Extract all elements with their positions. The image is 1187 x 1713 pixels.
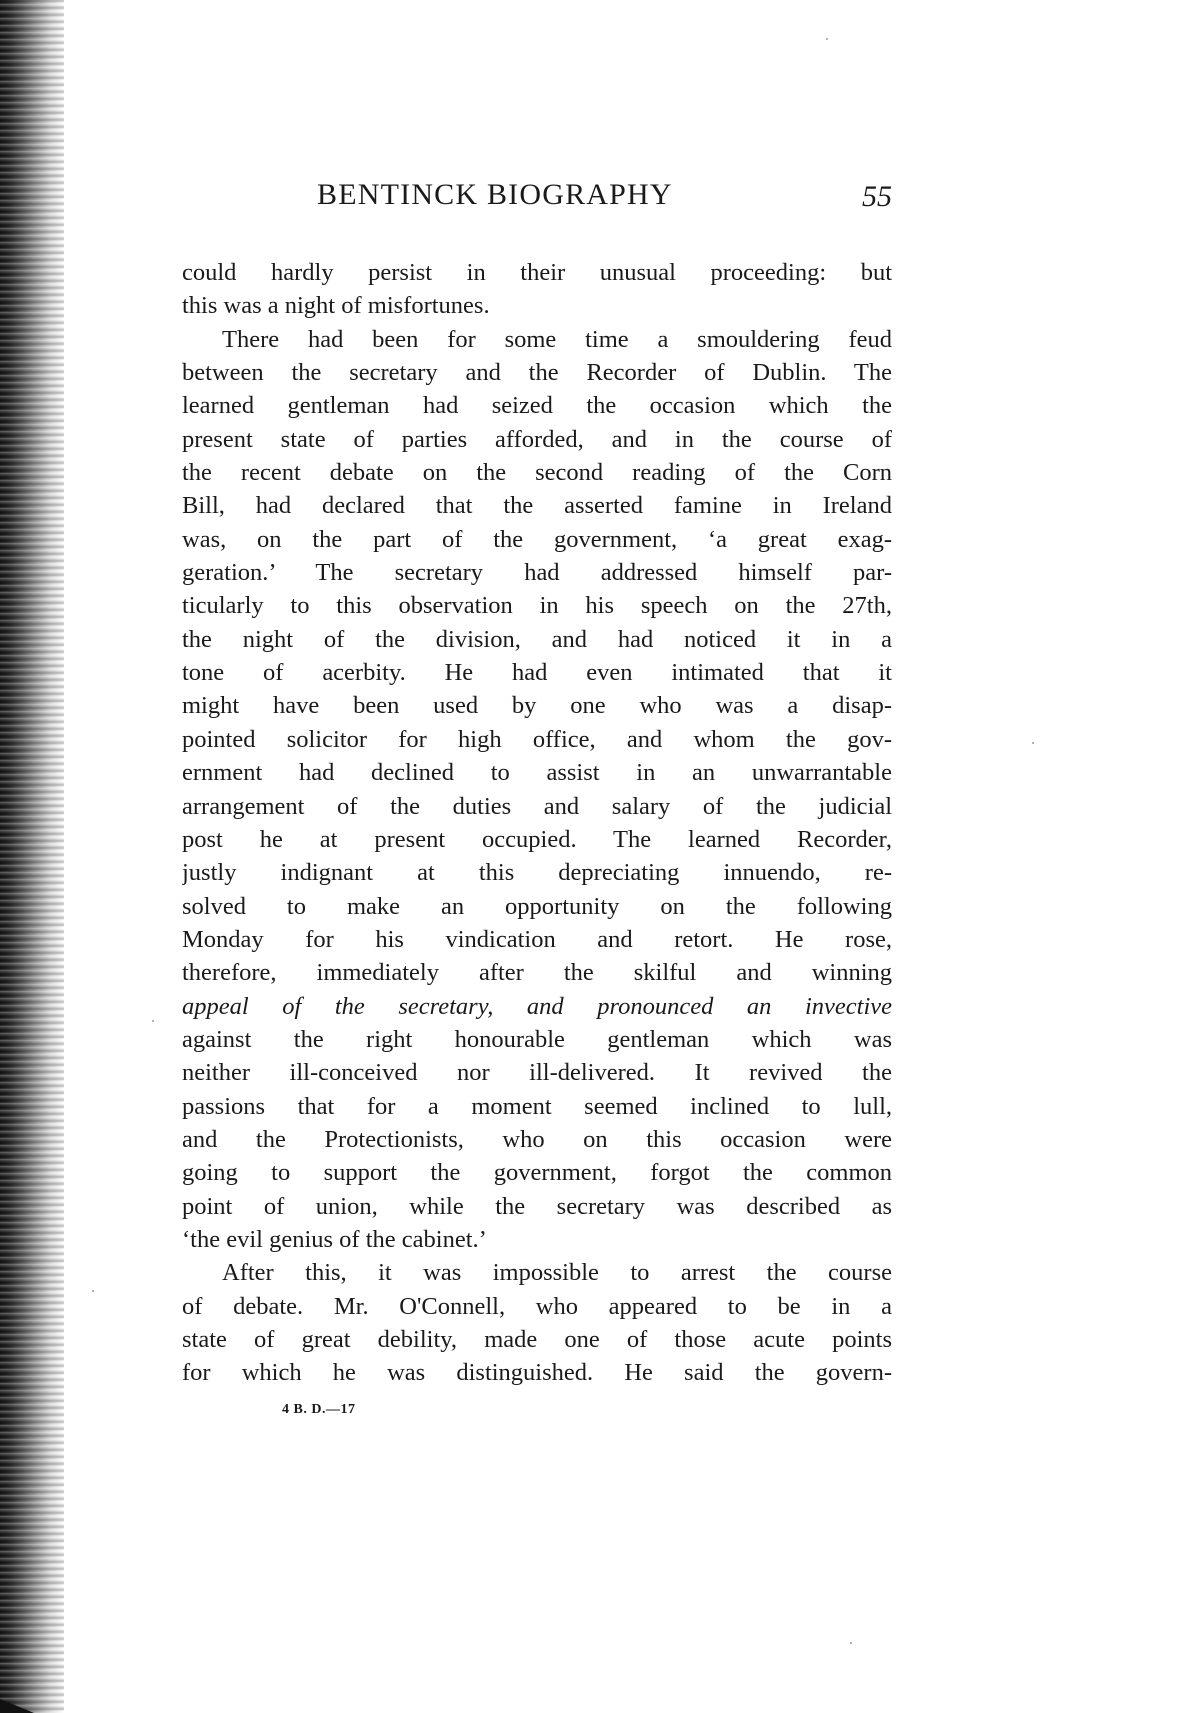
text-line: ernment had declined to assist in an unwarrantable <box>182 759 892 787</box>
text-line: There had been for some time a smouldering feud <box>222 325 892 353</box>
corner-mark <box>0 1699 34 1713</box>
text-line: the recent debate on the second reading of the Corn <box>182 459 892 487</box>
text-line: between the secretary and the Recorder of Dublin. The <box>182 359 892 387</box>
text-line: might have been used by one who was a disap- <box>182 692 892 720</box>
text-line: Bill, had declared that the asserted famine in Ireland <box>182 492 892 520</box>
text-line: solved to make an opportunity on the following <box>182 892 892 920</box>
text-line: for which he was distinguished. He said the govern- <box>182 1359 892 1387</box>
text-line: going to support the government, forgot the common <box>182 1159 892 1187</box>
page-number: 55 <box>862 180 892 213</box>
text-line: against the right honourable gentleman which was <box>182 1025 892 1053</box>
text-line: of debate. Mr. O'Connell, who appeared to be in a <box>182 1292 892 1320</box>
text-line: and the Protectionists, who on this occasion were <box>182 1125 892 1153</box>
paper-speck <box>152 1020 154 1022</box>
text-line: present state of parties afforded, and in the course of <box>182 425 892 453</box>
text-line: passions that for a moment seemed inclined to lull, <box>182 1092 892 1120</box>
text-line: neither ill-conceived nor ill-delivered. It revived the <box>182 1059 892 1087</box>
binding-gutter-shadow <box>0 0 64 1713</box>
printer-signature-mark: 4 B. D.—17 <box>282 1402 356 1417</box>
text-line: justly indignant at this depreciating innuendo, re- <box>182 859 892 887</box>
paper-speck <box>826 38 828 40</box>
text-line: post he at present occupied. The learned Recorder, <box>182 825 892 853</box>
text-line: tone of acerbity. He had even intimated that it <box>182 659 892 687</box>
page-header <box>180 178 892 218</box>
text-line: therefore, immediately after the skilful and winning <box>182 959 892 987</box>
text-line: Monday for his vindication and retort. He rose, <box>182 925 892 953</box>
text-line: After this, it was impossible to arrest the course <box>222 1259 892 1287</box>
text-line: this was a night of misfortunes. <box>182 292 490 320</box>
paper-speck <box>1032 742 1034 744</box>
body-text <box>182 256 892 1390</box>
text-line: pointed solicitor for high office, and whom the gov- <box>182 725 892 753</box>
text-line: could hardly persist in their unusual proceeding: but <box>182 259 892 286</box>
text-line: state of great debility, made one of those acute points <box>182 1326 892 1353</box>
text-line: point of union, while the secretary was described as <box>182 1192 892 1220</box>
paper-speck <box>850 1642 852 1644</box>
text-line: ‘the evil genius of the cabinet.’ <box>182 1225 487 1253</box>
text-line: was, on the part of the government, ‘a great exag- <box>182 525 892 553</box>
text-line: arrangement of the duties and salary of the judicial <box>182 792 892 820</box>
text-line: the night of the division, and had noticed it in a <box>182 625 892 653</box>
text-line: ticularly to this observation in his speech on the 27th, <box>182 592 892 620</box>
text-line: learned gentleman had seized the occasion which the <box>182 392 892 420</box>
running-head: BENTINCK BIOGRAPHY <box>317 178 673 211</box>
text-line: geration.’ The secretary had addressed himself par- <box>182 559 892 587</box>
paper-speck <box>92 1290 94 1292</box>
text-line-italic: appeal of the secretary, and pronounced an invective <box>182 992 892 1020</box>
